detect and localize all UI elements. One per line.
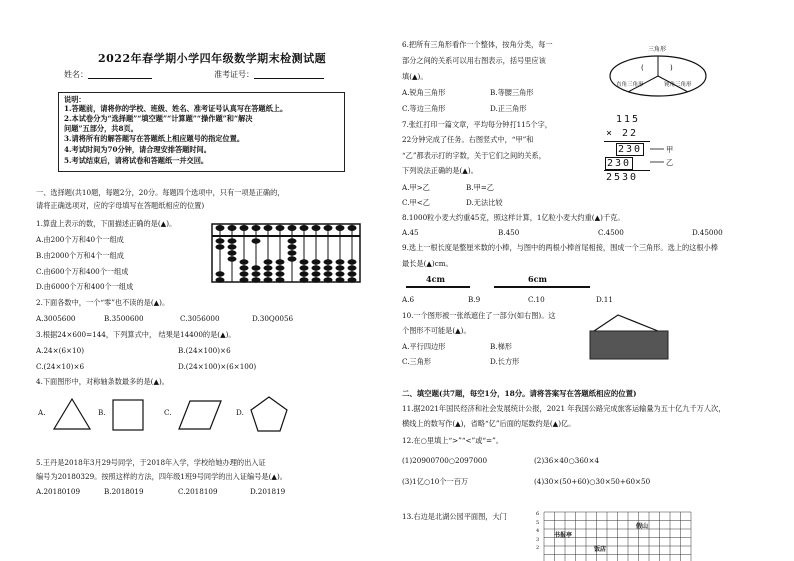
- abacus-bead: [324, 225, 333, 231]
- q1-option-a: A.由200个万和40个一组成: [36, 235, 124, 244]
- q9-stem-1: 9.选上一根长度是整厘米数的小棒，与图中的两根小棒首尾相接，围成一个三角形。选上的这根小棒: [402, 243, 718, 252]
- q7-stem-3: “乙”都表示打的字数，关于它们之间的关系，: [402, 151, 546, 160]
- abacus-bead: [288, 238, 297, 243]
- abacus-bead: [336, 271, 345, 276]
- instruction-line: 3.请将所有的解答题写在答题纸上相应题号的指定位置。: [64, 134, 245, 143]
- abacus-bead: [300, 271, 309, 276]
- abacus-bead: [228, 225, 237, 231]
- q6-stem-2: 部分之间的关系可以用右图表示，括号里应该: [402, 56, 546, 65]
- instruction-line: 4.考试时间为70分钟，请合理安排答题时间。: [64, 145, 211, 154]
- q6-option-c: C.等边三角形: [402, 104, 446, 113]
- map-y-ticks: [536, 510, 539, 553]
- calc-sum: 2530: [606, 172, 639, 183]
- square-shape: [112, 399, 144, 431]
- q6-stem-3: 填(▲)。: [402, 72, 428, 81]
- calc-multiplier: × 22: [606, 128, 639, 139]
- calc-yi: 乙: [666, 158, 674, 167]
- q4-option-b: B.: [98, 408, 106, 417]
- q5-option-d: D.201819: [250, 487, 286, 496]
- q8-option-a: A.45: [402, 228, 419, 237]
- abacus-bead: [216, 271, 225, 276]
- pentagon-shape: [250, 396, 288, 432]
- q4-option-c: C.: [164, 408, 172, 417]
- abacus-bead: [264, 265, 273, 270]
- stick-6cm: [494, 286, 590, 288]
- instruction-line: 2.本试卷分为“选择题”“填空题”“计算题”“操作题”和“解决: [64, 114, 253, 123]
- abacus-bead: [312, 225, 321, 231]
- q6-option-d: D.正三角形: [490, 104, 527, 113]
- abacus-bead: [264, 277, 273, 282]
- abacus-bead: [216, 225, 225, 231]
- q3-option-b: B.(24×100)×6: [178, 346, 231, 355]
- abacus-bead: [264, 271, 273, 276]
- abacus-bead: [336, 225, 345, 231]
- q6-option-a: A.锐角三角形: [402, 88, 446, 97]
- y-tick-4: 4: [536, 528, 540, 534]
- map-label-newsstand: 书报亭: [554, 532, 573, 539]
- abacus-bead: [324, 259, 333, 264]
- q8-stem: 8.1000粒小麦大约重45克，照这样计算，1亿粒小麦大约重(▲)千克。: [402, 213, 625, 222]
- abacus-bead: [252, 271, 261, 276]
- abacus-bead: [228, 244, 237, 249]
- abacus-bead: [324, 271, 333, 276]
- obtuse-triangle-label: 钝角三角形: [664, 82, 692, 88]
- q8-option-c: C.4500: [598, 228, 624, 237]
- q5-option-c: C.2018109: [178, 487, 218, 496]
- exam-title: 2022年春学期小学四年级数学期末检测试题: [98, 52, 327, 65]
- q10-stem-1: 10.一个图形被一张纸遮住了一部分(如右图)。这: [402, 311, 556, 320]
- abacus-bead: [300, 225, 309, 231]
- triangle-classification-ellipse: [608, 54, 708, 98]
- abacus-bead: [216, 238, 225, 243]
- abacus-bead: [300, 265, 309, 270]
- q12-item-1: (1)20900700○2097000: [402, 456, 488, 465]
- instructions-heading: 说明：: [64, 95, 86, 104]
- abacus-bead: [240, 265, 249, 270]
- abacus-bead: [252, 277, 261, 282]
- abacus-bead: [300, 259, 309, 264]
- abacus-bead: [324, 265, 333, 270]
- abacus-bead: [228, 238, 237, 243]
- q7-option-c: C.甲<乙: [402, 198, 430, 207]
- parallelogram-shape: [178, 400, 222, 430]
- instruction-line: 5.考试结束后，请将试卷和答题纸一并交回。: [64, 156, 209, 165]
- abacus-bead: [348, 225, 357, 231]
- abacus-bead: [288, 225, 297, 231]
- q8-option-d: D.45000: [692, 228, 723, 237]
- q7-stem-2: 22分钟完成了任务。右图竖式中，“甲”和: [402, 135, 534, 144]
- q3-option-d: D.(24×100)×(6×100): [178, 362, 257, 371]
- svg-text:): ): [670, 64, 673, 72]
- abacus-bead: [312, 277, 321, 282]
- abacus-bead: [252, 265, 261, 270]
- q12-item-3: (3)1亿○10个一百万: [402, 477, 469, 486]
- q5-stem-1: 5.王丹是2018年3月29号同学，于2018年入学，学校给她办理的出入证: [36, 458, 266, 467]
- q5-option-b: B.2018019: [104, 487, 144, 496]
- q2-option-c: C.3056000: [180, 314, 220, 323]
- q10-stem-2: 个图形不可能是(▲)。: [402, 326, 471, 335]
- q10-option-d: D.长方形: [490, 357, 520, 366]
- q11-stem-1: 11.据2021年国民经济和社会发展统计公报，2021 年我国公路完成旅客运输量为五十亿九千万人次，: [402, 404, 726, 413]
- q7-option-a: A.甲>乙: [402, 183, 430, 192]
- calc-line: [604, 141, 650, 142]
- abacus-bead: [276, 277, 285, 282]
- abacus-bead: [228, 250, 237, 255]
- stick-4cm-label: 4cm: [426, 274, 445, 284]
- abacus-bead: [264, 259, 273, 264]
- q2-stem: 2.下面各数中，一个“零”也不读的是(▲)。: [36, 298, 170, 307]
- q2-option-a: A.3005600: [36, 314, 76, 323]
- map-label-restaurant: 饭店: [594, 546, 607, 553]
- abacus-bead: [348, 277, 357, 282]
- section2-heading: 二、填空题(共7题，每空1分，18分。请将答案写在答题纸相应的位置): [402, 389, 637, 398]
- abacus-bead: [240, 277, 249, 282]
- q1-option-d: D.由6000个万和400个一组成: [36, 282, 134, 291]
- abacus-bead: [228, 256, 237, 261]
- calc-top: 115: [616, 114, 641, 125]
- abacus-bead: [348, 259, 357, 264]
- abacus-bead: [276, 265, 285, 270]
- q9-option-c: C.10: [528, 295, 545, 304]
- q4-stem: 4.下面图形中，对称轴条数最多的是(▲)。: [36, 377, 169, 386]
- abacus-bead: [312, 271, 321, 276]
- abacus-bead: [240, 225, 249, 231]
- abacus-bead: [240, 271, 249, 276]
- q3-stem: 3.根据24×600=144，下列算式中， 结果是14400的是(▲)。: [36, 330, 236, 339]
- covered-shape-figure: [588, 313, 670, 361]
- abacus-bead: [288, 250, 297, 255]
- section1-heading: 一、选择题(共10题，每题2分，20分。每题四个选项中，只有一项是正确的，: [36, 188, 285, 197]
- name-label: 姓名：: [64, 70, 152, 79]
- q12-stem: 12.在○里填上“>”“<”或“=”。: [402, 436, 503, 445]
- abacus-bead: [348, 271, 357, 276]
- abacus-bead: [312, 259, 321, 264]
- q7-option-b: B.甲=乙: [466, 183, 494, 192]
- q4-option-d: D.: [236, 408, 244, 417]
- calc-partial-2: 230: [607, 158, 632, 169]
- q13-stem: 13.右边是北湖公园平面图，大门: [402, 512, 507, 521]
- abacus-bead: [300, 277, 309, 282]
- abacus-bead: [276, 225, 285, 231]
- q2-option-b: B.3500600: [104, 314, 144, 323]
- calc-partial-1: 230: [618, 144, 643, 155]
- y-tick-2: 2: [536, 545, 540, 551]
- q3-option-c: C.(24×10)×6: [36, 362, 85, 371]
- abacus-bead: [264, 225, 273, 231]
- section1-heading-2: 请将正确选项对，应的字母填写在答题纸相应的位置): [36, 201, 205, 210]
- q12-item-4: (4)30×(50+60)○30×50+60×50: [534, 477, 651, 486]
- abacus-bead: [312, 265, 321, 270]
- y-tick-5: 5: [536, 519, 540, 526]
- q7-stem-4: 下列说法正确的是(▲)。: [402, 166, 478, 175]
- abacus-bead: [252, 238, 261, 243]
- q8-option-b: B.450: [498, 228, 520, 237]
- abacus-bead: [240, 259, 249, 264]
- q10-option-a: A.平行四边形: [402, 342, 446, 351]
- abacus-bead: [288, 256, 297, 261]
- abacus-bead: [348, 265, 357, 270]
- q12-item-2: (2)36×40○360×4: [534, 456, 600, 465]
- abacus-bead: [216, 244, 225, 249]
- abacus-bead: [276, 259, 285, 264]
- q9-option-b: B.9: [468, 295, 481, 304]
- abacus-bead: [276, 271, 285, 276]
- map-label-rockery: 假山: [636, 523, 649, 530]
- ellipse-title: 三角形: [648, 46, 667, 53]
- q9-option-d: D.11: [596, 295, 613, 304]
- abacus-bead: [336, 259, 345, 264]
- q9-option-a: A.6: [402, 295, 415, 304]
- q10-option-c: C.三角形: [402, 357, 432, 366]
- abacus-bead: [324, 277, 333, 282]
- q9-stem-2: 最长是(▲)cm。: [402, 259, 453, 268]
- q7-stem-1: 7.张红打印一篇文章，平均每分钟打115个字，: [402, 120, 552, 129]
- q11-stem-2: 横线上的数写作(▲)，省略“亿”后面的尾数约是(▲)亿。: [402, 419, 576, 428]
- right-triangle-label: 直角三角形: [616, 82, 644, 88]
- q5-stem-2: 编号为20180329。按照这样的方法，四年级1班9号同学的出入证编号是(▲)。: [36, 472, 287, 481]
- q10-option-b: B.梯形: [490, 342, 512, 351]
- abacus-bead: [216, 277, 225, 282]
- q7-option-d: D.无法比较: [466, 198, 503, 207]
- exam-number-label: 准考证号：: [214, 70, 324, 79]
- abacus-bead: [288, 244, 297, 249]
- abacus-figure: [210, 222, 362, 284]
- stick-6cm-label: 6cm: [528, 274, 547, 284]
- y-tick-3: 3: [536, 536, 540, 543]
- calc-line: [604, 170, 650, 171]
- calc-jia: 甲: [666, 145, 674, 154]
- instruction-line: 问题”五部分，共8页。: [64, 124, 138, 133]
- triangle-shape: [52, 397, 92, 431]
- abacus-bead: [252, 225, 261, 231]
- svg-text:(: (: [641, 64, 644, 72]
- q1-option-c: C.由600个万和400个一组成: [36, 267, 129, 276]
- q2-option-d: D.30Q0056: [252, 314, 294, 323]
- y-tick-6: 6: [536, 511, 540, 517]
- instruction-line: 1.答题前，请将你的学校、班级、姓名、准考证号认真写在答题纸上。: [64, 104, 288, 113]
- q5-option-a: A.20180109: [36, 487, 81, 496]
- q1-option-b: B.由2000个万和4个一组成: [36, 251, 124, 260]
- q6-option-b: B.等腰三角形: [490, 88, 534, 97]
- q6-stem-1: 6.把所有三角形看作一个整体，按角分类，每一: [402, 40, 553, 49]
- q3-option-a: A.24×(6×10): [36, 346, 84, 355]
- stick-4cm: [406, 286, 470, 288]
- q1-stem: 1.算盘上表示的数，下面描述正确的是(▲)。: [36, 219, 177, 228]
- q4-option-a: A.: [38, 408, 46, 417]
- abacus-bead: [336, 277, 345, 282]
- abacus-bead: [336, 265, 345, 270]
